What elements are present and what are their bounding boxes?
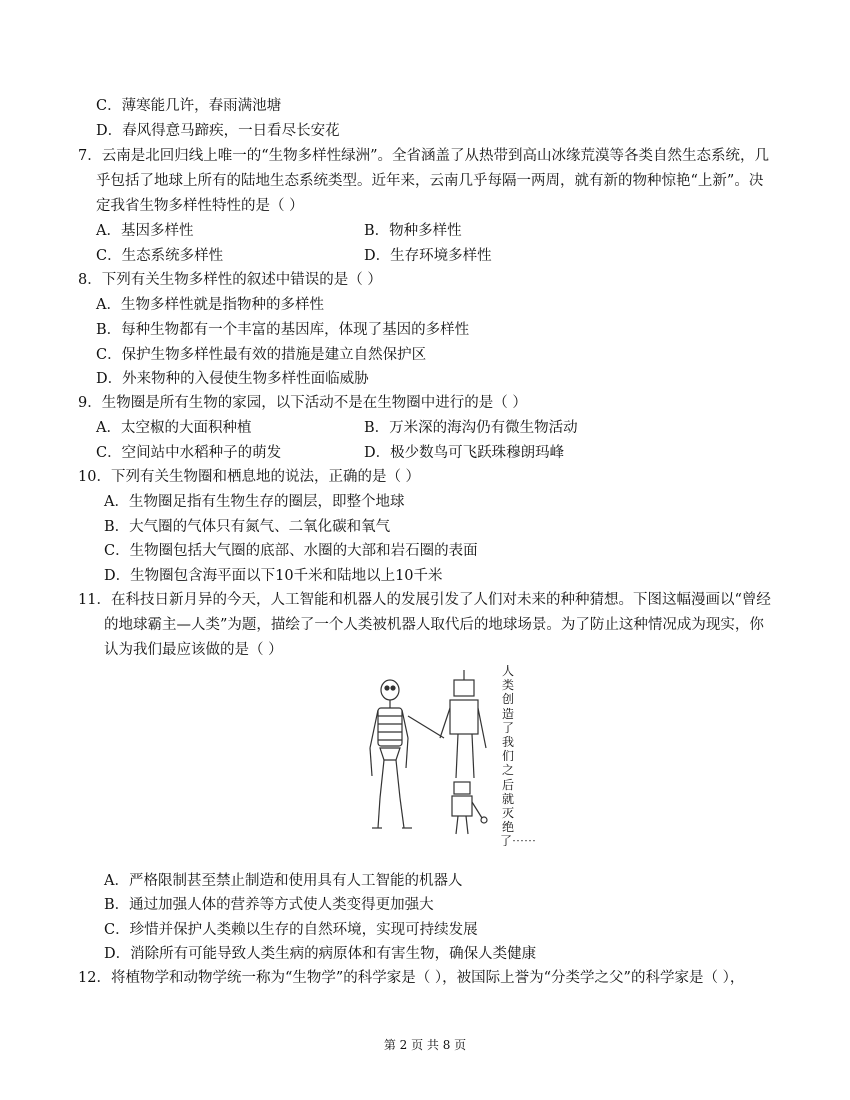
cartoon-caption: 人类创造了我们之后就灭绝了⋯⋯ xyxy=(500,664,537,849)
q7-stem-line1: 7．云南是北回归线上唯一的“生物多样性绿洲”。全省涵盖了从热带到高山冰缘荒漠等各类自然生态系统，几 xyxy=(78,148,770,164)
q9-option-b: B．万米深的海沟仍有微生物活动 xyxy=(364,420,578,436)
q8-option-b: B．每种生物都有一个丰富的基因库，体现了基因的多样性 xyxy=(96,322,470,338)
q8-option-c: C．保护生物多样性最有效的措施是建立自然保护区 xyxy=(96,347,427,363)
q6-option-c: C．薄寒能几许，春雨满池塘 xyxy=(96,98,282,114)
q11-option-c: C．珍惜并保护人类赖以生存的自然环境，实现可持续发展 xyxy=(104,922,478,938)
q10-option-b: B．大气圈的气体只有氮气、二氧化碳和氧气 xyxy=(104,519,391,535)
q9-option-d: D．极少数鸟可飞跃珠穆朗玛峰 xyxy=(364,445,565,461)
q11-stem-line2: 的地球霸主—人类”为题，描绘了一个人类被机器人取代后的地球场景。为了防止这种情况成为现实，你 xyxy=(104,617,764,633)
page-footer: 第 2 页 共 8 页 xyxy=(383,1038,467,1052)
q8-stem: 8．下列有关生物多样性的叙述中错误的是（ ） xyxy=(78,272,382,288)
robot-skeleton-cartoon xyxy=(360,668,500,868)
q9-option-c: C．空间站中水稻种子的萌发 xyxy=(96,445,282,461)
q8-option-a: A．生物多样性就是指物种的多样性 xyxy=(96,297,324,313)
q11-option-b: B．通过加强人体的营养等方式使人类变得更加强大 xyxy=(104,897,434,913)
q11-stem-line3: 认为我们最应该做的是（ ） xyxy=(104,642,283,658)
q10-stem: 10．下列有关生物圈和栖息地的说法，正确的是（ ） xyxy=(78,469,421,485)
q10-option-a: A．生物圈足指有生物生存的圈层，即整个地球 xyxy=(104,494,405,510)
q7-option-d: D．生存环境多样性 xyxy=(364,248,492,264)
q8-option-d: D．外来物种的入侵使生物多样性面临威胁 xyxy=(96,371,369,387)
q7-option-a: A．基因多样性 xyxy=(96,223,194,239)
q10-option-d: D．生物圈包含海平面以下10千米和陆地以上10千米 xyxy=(104,568,443,584)
q11-option-d: D．消除所有可能导致人类生病的病原体和有害生物，确保人类健康 xyxy=(104,946,537,962)
q9-option-a: A．太空椒的大面积种植 xyxy=(96,420,252,436)
q10-option-c: C．生物圈包括大气圈的底部、水圈的大部和岩石圈的表面 xyxy=(104,543,478,559)
q9-stem: 9．生物圈是所有生物的家园，以下活动不是在生物圈中进行的是（ ） xyxy=(78,395,527,411)
q7-stem-line3: 定我省生物多样性特性的是（ ） xyxy=(96,198,304,214)
q11-stem-line1: 11．在科技日新月异的今天，人工智能和机器人的发展引发了人们对未来的种种猜想。下图这幅漫画以“曾经 xyxy=(78,592,771,608)
q7-option-c: C．生态系统多样性 xyxy=(96,248,224,264)
q6-option-d: D．春风得意马蹄疾，一日看尽长安花 xyxy=(96,123,340,139)
q11-option-a: A．严格限制甚至禁止制造和使用具有人工智能的机器人 xyxy=(104,873,463,889)
q7-option-b: B．物种多样性 xyxy=(364,223,462,239)
q7-stem-line2: 乎包括了地球上所有的陆地生态系统类型。近年来，云南几乎每隔一两周，就有新的物种惊艳“上新”。决 xyxy=(96,173,764,189)
q12-stem: 12．将植物学和动物学统一称为“生物学”的科学家是（ ），被国际上誉为“分类学之父”的科学家是（ ）， xyxy=(78,970,745,986)
